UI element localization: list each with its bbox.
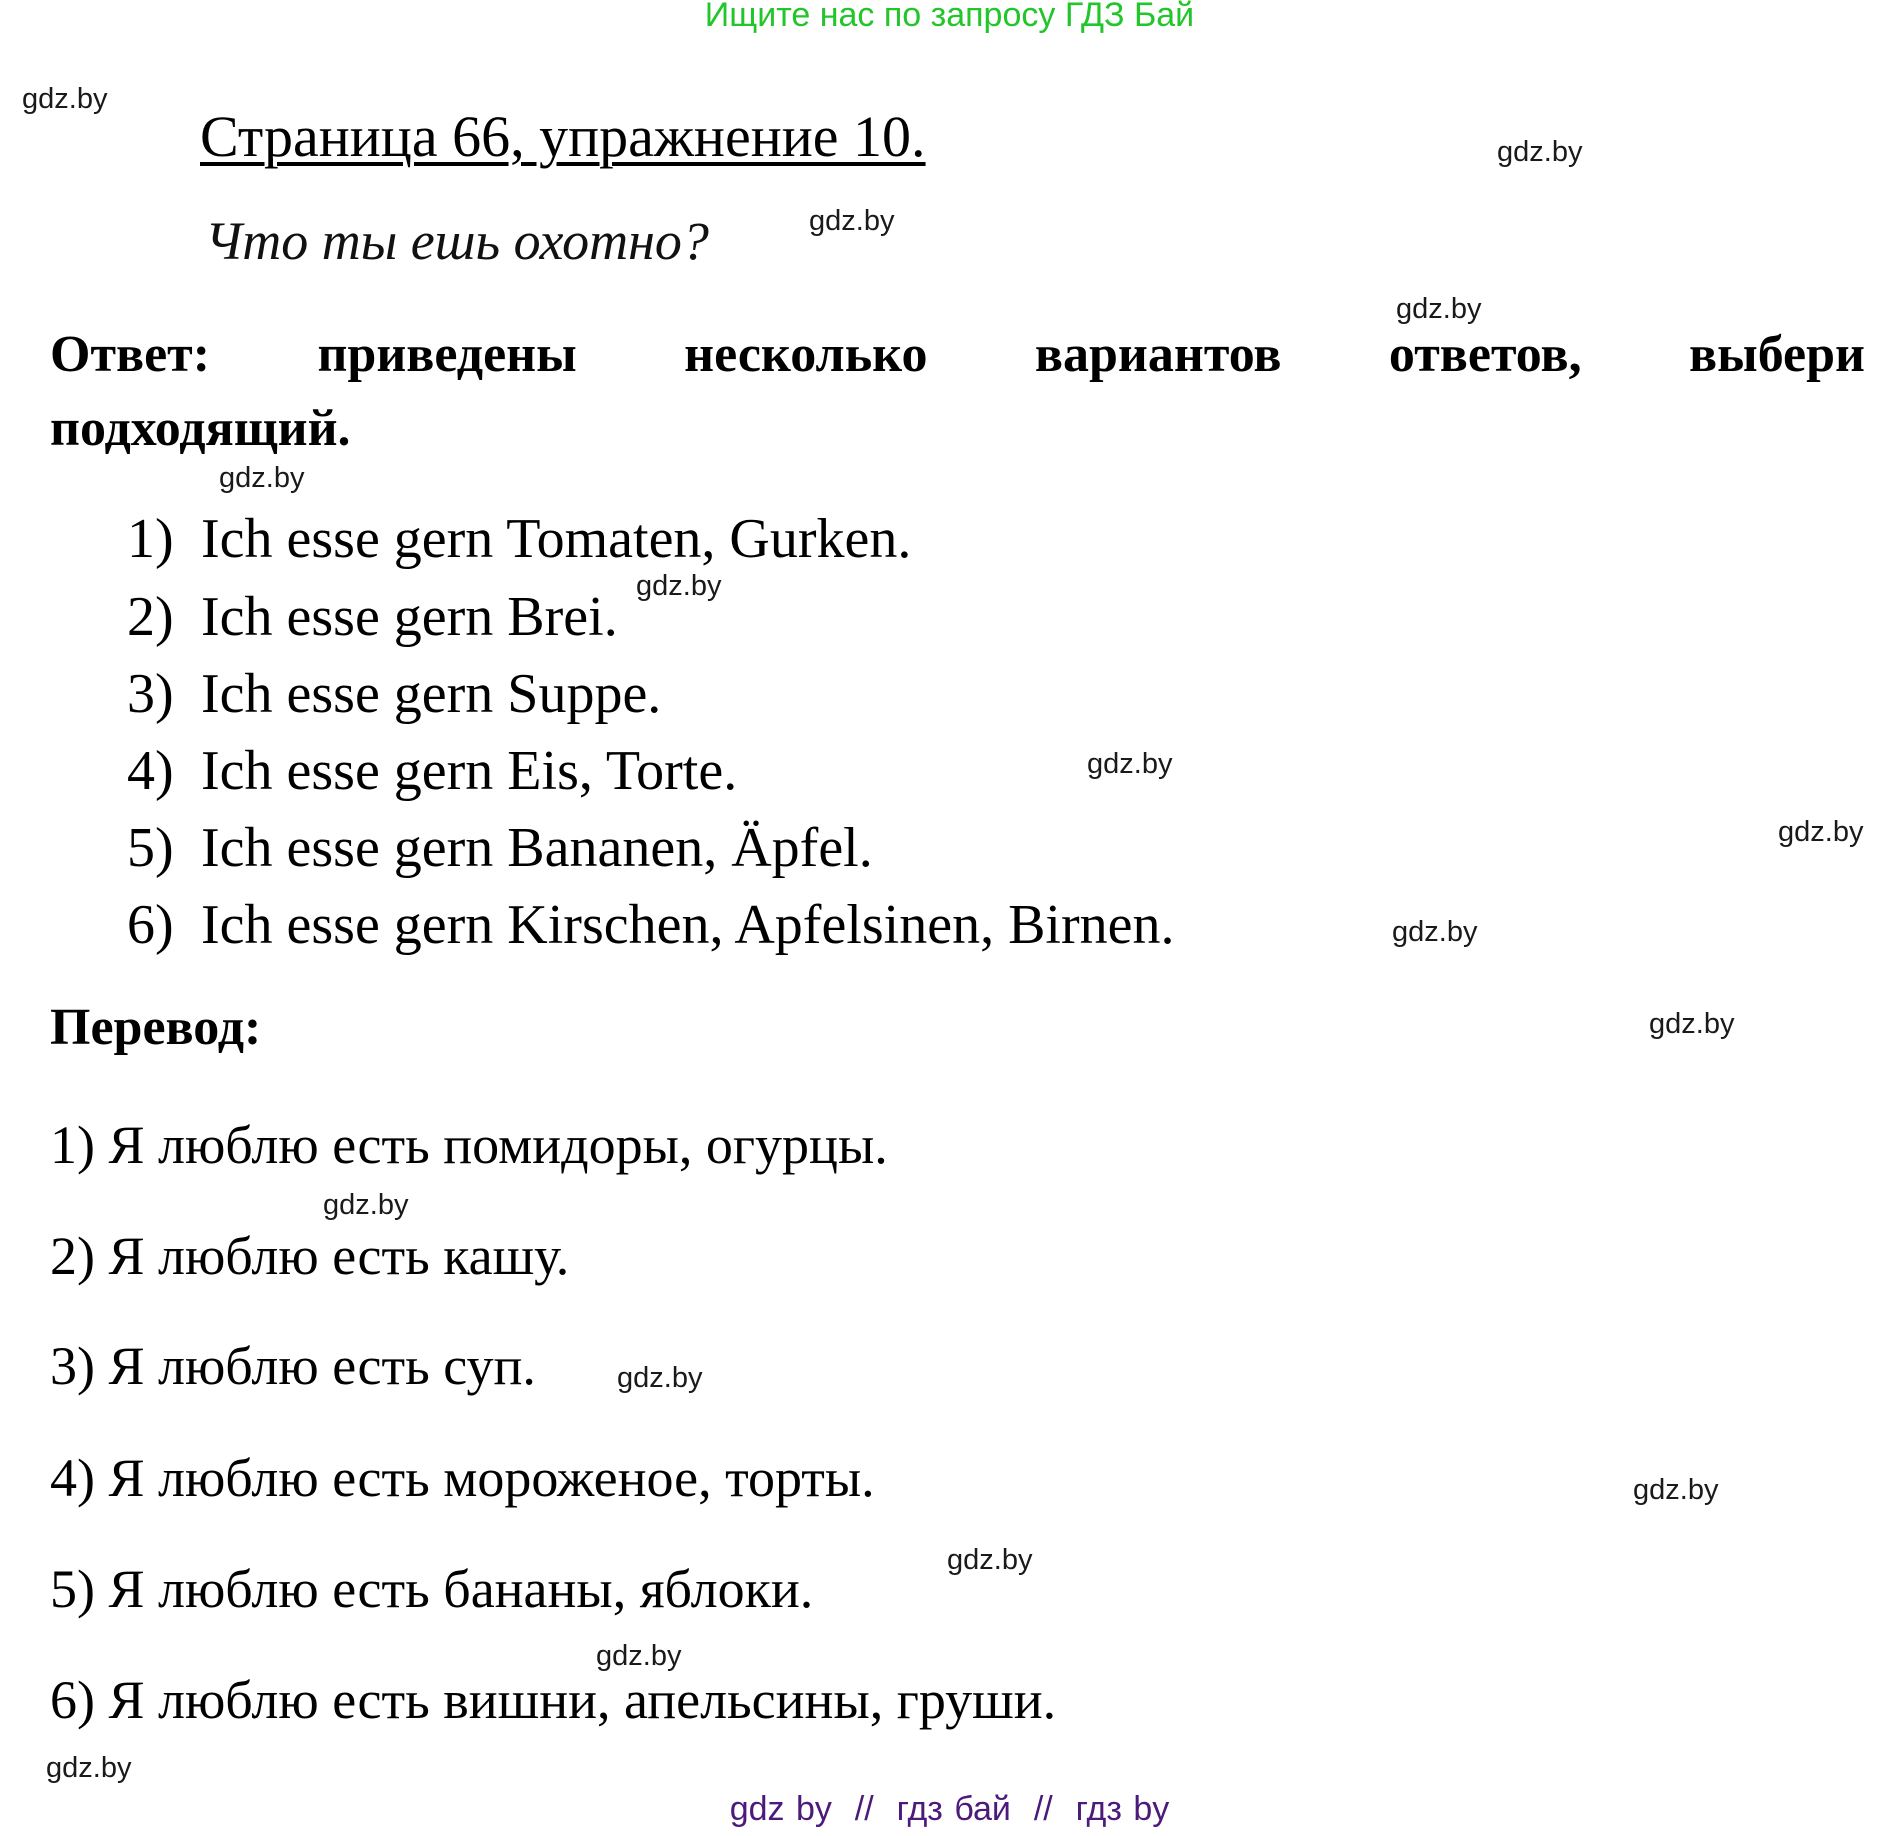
watermark: gdz.by bbox=[22, 83, 108, 115]
item-text: Ich esse gern Brei. bbox=[201, 586, 618, 648]
exercise-question: Что ты ешь охотно? bbox=[205, 211, 709, 271]
watermark: gdz.by bbox=[219, 462, 305, 494]
watermark: gdz.by bbox=[323, 1189, 409, 1221]
watermark: gdz.by bbox=[1497, 136, 1583, 168]
list-item: 2) Я люблю есть кашу. bbox=[50, 1226, 570, 1286]
list-item: 4) Я люблю есть мороженое, торты. bbox=[50, 1448, 875, 1508]
watermark: gdz.by bbox=[1633, 1474, 1719, 1506]
watermark: gdz.by bbox=[46, 1752, 132, 1784]
item-number: 2) bbox=[127, 586, 174, 648]
list-item: 6) Я люблю есть вишни, апельсины, груши. bbox=[50, 1670, 1057, 1730]
answer-line-2: подходящий. bbox=[50, 400, 351, 457]
watermark: gdz.by bbox=[1778, 816, 1864, 848]
watermark: gdz.by bbox=[809, 205, 895, 237]
list-item: 3) Я люблю есть суп. bbox=[50, 1336, 536, 1396]
page-title: Страница 66, упражнение 10. bbox=[200, 104, 926, 169]
answer-line-1: Ответ: приведены несколько вариантов ответов, выбери bbox=[50, 326, 1865, 383]
item-text: Ich esse gern Kirschen, Apfelsinen, Birnen. bbox=[201, 894, 1175, 956]
watermark: gdz.by bbox=[1392, 916, 1478, 948]
watermark: gdz.by bbox=[596, 1640, 682, 1672]
answer-intro bbox=[50, 318, 1865, 466]
watermark: gdz.by bbox=[636, 570, 722, 602]
top-banner: Ищите нас по запросу ГДЗ Бай bbox=[704, 0, 1195, 34]
item-number: 4) bbox=[127, 740, 174, 802]
item-number: 5) bbox=[127, 817, 174, 879]
item-number: 3) bbox=[127, 663, 174, 725]
item-text: Ich esse gern Eis, Torte. bbox=[201, 740, 738, 802]
item-number: 1) bbox=[127, 508, 174, 570]
item-text: Ich esse gern Bananen, Äpfel. bbox=[201, 817, 873, 879]
item-text: Ich esse gern Tomaten, Gurken. bbox=[201, 508, 912, 570]
watermark: gdz.by bbox=[1396, 293, 1482, 325]
list-item: 5) Я люблю есть бананы, яблоки. bbox=[50, 1559, 814, 1619]
watermark: gdz.by bbox=[617, 1362, 703, 1394]
list-item: 1) Я люблю есть помидоры, огурцы. bbox=[50, 1115, 888, 1175]
item-text: Ich esse gern Suppe. bbox=[201, 663, 662, 725]
watermark: gdz.by bbox=[1649, 1008, 1735, 1040]
watermark: gdz.by bbox=[947, 1544, 1033, 1576]
item-number: 6) bbox=[127, 894, 174, 956]
watermark: gdz.by bbox=[1087, 748, 1173, 780]
footer-links: gdz by // гдз бай // гдз by bbox=[729, 1790, 1170, 1828]
translation-heading: Перевод: bbox=[50, 999, 262, 1056]
